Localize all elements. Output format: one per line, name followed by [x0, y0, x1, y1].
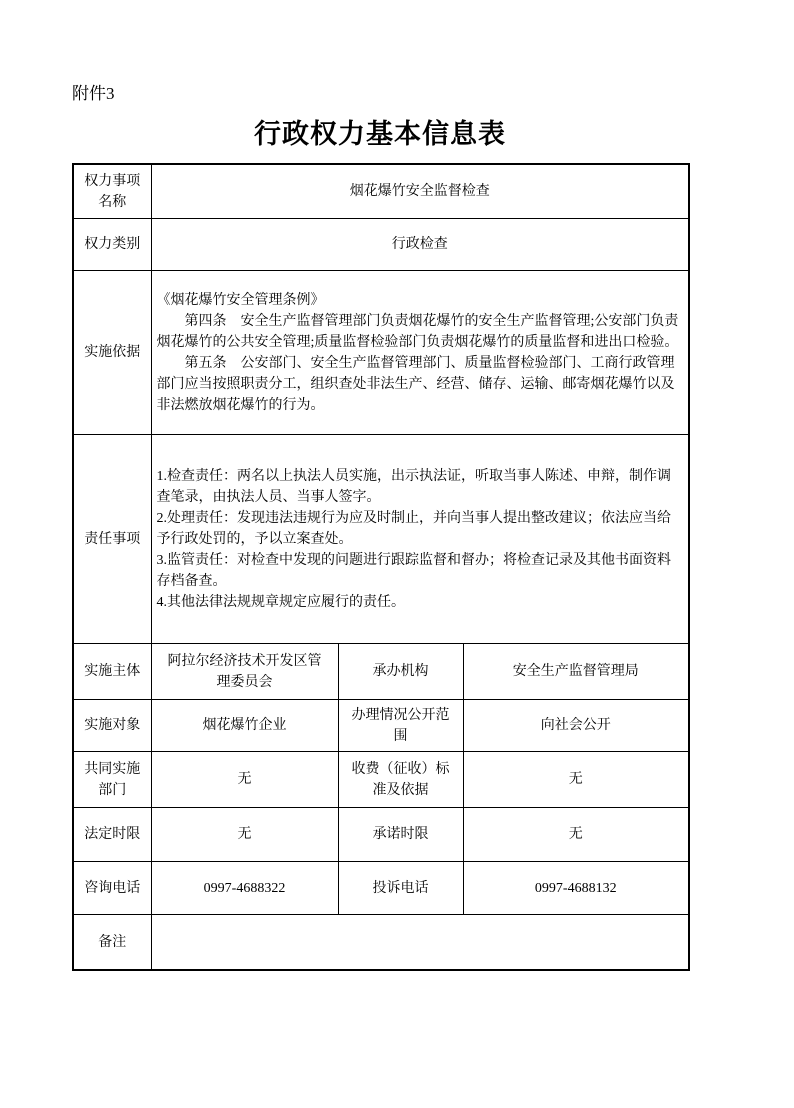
- fee-standard-value: 无: [463, 752, 689, 808]
- responsibility-items-value: [151, 435, 689, 644]
- basis-article-5: 第五条 公安部门、安全生产监督管理部门、质量监督检验部门、工商行政管理部门应当按照职责分工，组织查处非法生产、经营、储存、运输、邮寄烟花爆竹以及非法燃放烟花爆竹的行为。: [156, 355, 675, 413]
- implementation-target-value: 烟花爆竹企业: [151, 700, 338, 752]
- undertaking-agency-label: 承办机构: [338, 644, 463, 700]
- implementing-body-value: 阿拉尔经济技术开发区管理委员会: [151, 644, 338, 700]
- admin-power-info-table: [72, 163, 690, 971]
- statutory-time-limit-value: 无: [151, 808, 338, 862]
- implementing-body-label: 实施主体: [73, 644, 151, 700]
- table-row: [73, 219, 689, 271]
- power-category-label: 权力类别: [73, 219, 151, 271]
- basis-regulation-title: 《烟花爆竹安全管理条例》: [156, 292, 325, 308]
- consultation-phone-value: 0997-4688322: [151, 862, 338, 915]
- promised-time-limit-label: 承诺时限: [338, 808, 463, 862]
- implementation-target-label: 实施对象: [73, 700, 151, 752]
- joint-departments-value: 无: [151, 752, 338, 808]
- table-row: [73, 700, 689, 752]
- power-item-name-value: 烟花爆竹安全监督检查: [151, 164, 689, 219]
- disclosure-scope-label: 办理情况公开范围: [338, 700, 463, 752]
- responsibility-item-2: 2.处理责任：发现违法违规行为应及时制止，并向当事人提出整改建议；依法应当给予行政处罚的，予以立案查处。: [156, 510, 671, 547]
- power-category-value: 行政检查: [151, 219, 689, 271]
- table-row: [73, 808, 689, 862]
- responsibility-item-3: 3.监管责任：对检查中发现的问题进行跟踪监督和督办；将检查记录及其他书面资料存档备查。: [156, 552, 671, 589]
- implementation-basis-label: 实施依据: [73, 271, 151, 435]
- complaint-phone-label: 投诉电话: [338, 862, 463, 915]
- attachment-label: 附件3: [72, 84, 115, 103]
- table-row: [73, 164, 689, 219]
- table-row: [73, 752, 689, 808]
- table-row: [73, 644, 689, 700]
- table-row: [73, 862, 689, 915]
- table-row: [73, 915, 689, 971]
- promised-time-limit-value: 无: [463, 808, 689, 862]
- consultation-phone-label: 咨询电话: [73, 862, 151, 915]
- responsibility-item-1: 1.检查责任：两名以上执法人员实施，出示执法证，听取当事人陈述、申辩，制作调查笔录，由执法人员、当事人签字。: [156, 468, 671, 505]
- statutory-time-limit-label: 法定时限: [73, 808, 151, 862]
- remarks-value: [151, 915, 689, 971]
- joint-departments-label: 共同实施部门: [73, 752, 151, 808]
- disclosure-scope-value: 向社会公开: [463, 700, 689, 752]
- basis-article-4: 第四条 安全生产监督管理部门负责烟花爆竹的安全生产监督管理;公安部门负责烟花爆竹的公共安全管理;质量监督检验部门负责烟花爆竹的质量监督和进出口检验。: [156, 313, 679, 350]
- responsibility-item-4: 4.其他法律法规规章规定应履行的责任。: [156, 594, 405, 610]
- table-row: [73, 271, 689, 435]
- page-title: 行政权力基本信息表: [254, 119, 506, 149]
- power-item-name-label: 权力事项名称: [73, 164, 151, 219]
- fee-standard-label: 收费（征收）标准及依据: [338, 752, 463, 808]
- remarks-label: 备注: [73, 915, 151, 971]
- undertaking-agency-value: 安全生产监督管理局: [463, 644, 689, 700]
- complaint-phone-value: 0997-4688132: [463, 862, 689, 915]
- table-row: [73, 435, 689, 644]
- responsibility-items-label: 责任事项: [73, 435, 151, 644]
- implementation-basis-value: [151, 271, 689, 435]
